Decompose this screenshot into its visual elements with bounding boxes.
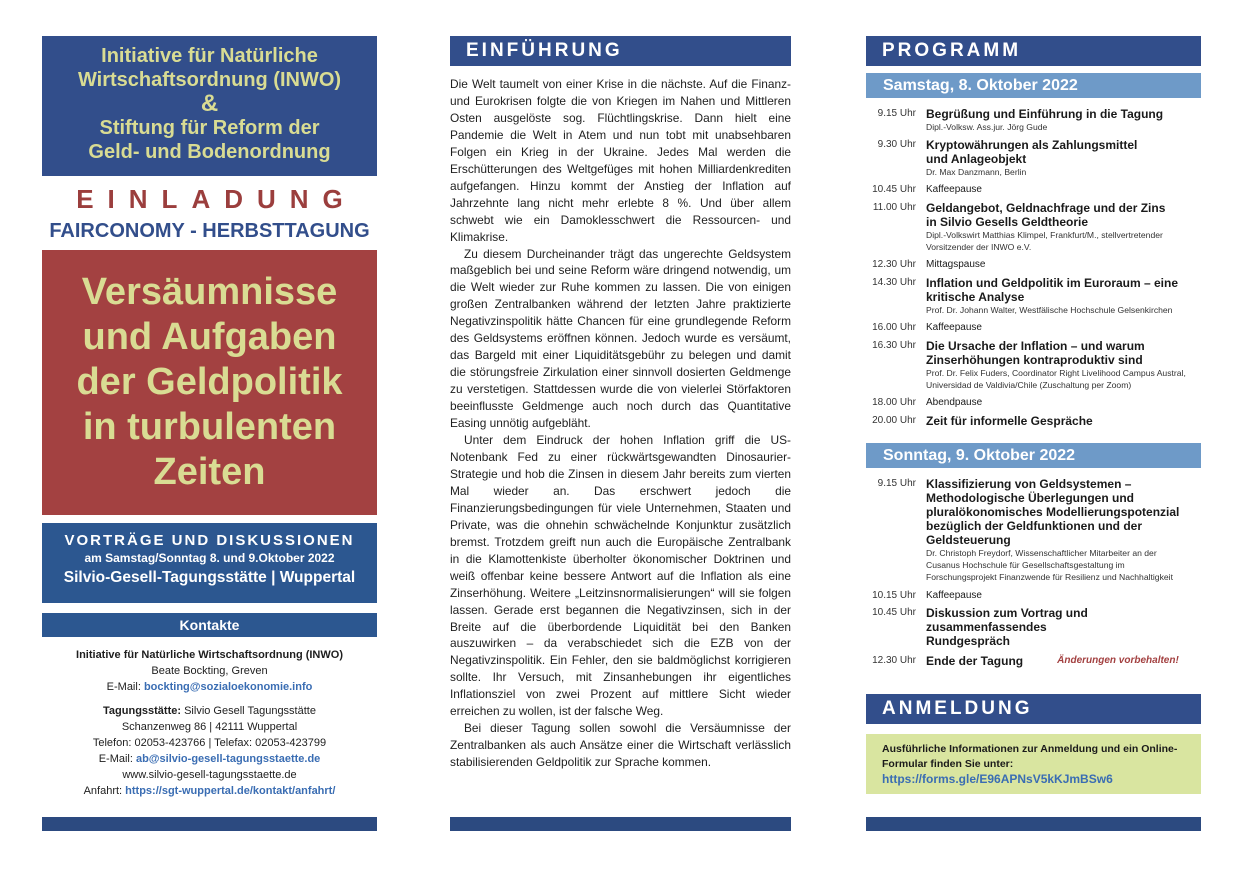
day2-program xyxy=(866,477,1201,668)
anfahrt-row xyxy=(42,783,377,799)
intro-paragraph: Zu diesem Durcheinander trägt das ungerechte Geldsystem maßgeblich bei und seine Reform wäre dringend notwendig, um die Welt wieder zur Ruhe kommen zu lassen. Die von einigen großen Zentralbanken während der letzten Jahre praktizierte Negativzinspolitik hätte Chancen für eine grundlegende Reform des Geldsystems eröffnen können. Jedoch wurde es versäumt, das Bargeld mit einer Liquiditätsgebühr zu belegen und damit die störungsfreie Zirkulation einer sinnvoll dosierten Geldmenge zu verstetigen. Stattdessen wurde die von vielerlei Störfaktoren beeinflusste Geldmenge auch noch durch das Quantitative Easing unnötig aufgebläht. xyxy=(450,246,791,431)
item-text: Kaffeepause xyxy=(926,322,982,333)
organizers-box xyxy=(42,36,377,176)
venue-row xyxy=(42,703,377,719)
program-item xyxy=(866,276,1201,316)
item-time: 16.30 Uhr xyxy=(872,340,916,351)
einfuehrung-heading: EINFÜHRUNG xyxy=(450,36,791,66)
item-title: Geldangebot, Geldnachfrage und der Zins in Silvio Gesells Geldtheorie xyxy=(926,201,1166,229)
item-title: Kryptowährungen als Zahlungsmittel und Anlageobjekt xyxy=(926,138,1138,166)
anmeldung-box xyxy=(866,734,1201,794)
anmeldung-link[interactable]: https://forms.gle/E96APNsV5kKJmBSw6 xyxy=(882,772,1113,786)
org-line: Stiftung für Reform der xyxy=(99,117,320,139)
item-speaker: Dr. Max Danzmann, Berlin xyxy=(926,167,1027,177)
item-time: 10.45 Uhr xyxy=(872,184,916,195)
program-item xyxy=(866,201,1201,253)
org-line: Geld- und Bodenordnung xyxy=(88,141,331,163)
org-line: Wirtschaftsordnung (INWO) xyxy=(77,69,342,91)
event-venue: Silvio-Gesell-Tagungsstätte | Wuppertal xyxy=(63,569,356,586)
day2-heading: Sonntag, 9. Oktober 2022 xyxy=(866,443,1201,468)
intro-paragraph: Die Welt taumelt von einer Krise in die nächste. Auf die Finanz- und Eurokrisen folgte die von Kriegen im Nahen und Mittleren Osten ausgelöste sog. Flüchtlingskrise. Dann hielt eine Pandemie die Welt in Atem und nun tobt mit unabsehbaren Folgen ein Krieg in der Ukraine. Jedes Mal werden die Erschütterungen des Weltgefüges mit hohen Milliardenkrediten aufgefangen. Hinzu kommt der Anstieg der Inflation auf Jahrzehnte lang nicht mehr erlebte 8 %. Und über allem schwebt wie ein Damoklesschwert die Ressourcen- und Klimakrise. xyxy=(450,77,791,244)
title-line: der Geldpolitik xyxy=(76,361,343,403)
left-column xyxy=(42,36,377,799)
program-item xyxy=(866,414,1201,428)
item-time: 14.30 Uhr xyxy=(872,277,916,288)
item-speaker: Prof. Dr. Johann Walter, Westfälische Hochschule Gelsenkirchen xyxy=(926,305,1173,315)
item-speaker: Prof. Dr. Felix Fuders, Coordinator Right Livelihood Campus Austral, Universidad de Valdivia/Chile (Zuschaltung per Zoom) xyxy=(926,368,1186,390)
event-info-box xyxy=(42,523,377,603)
anmeldung-heading: ANMELDUNG xyxy=(866,694,1201,724)
item-text: Kaffeepause xyxy=(926,590,982,601)
program-item xyxy=(866,654,1201,668)
email-label: E-Mail: xyxy=(98,753,136,765)
item-time: 11.00 Uhr xyxy=(872,202,916,213)
einladung-heading: EINLADUNG xyxy=(76,184,357,214)
item-time: 20.00 Uhr xyxy=(872,415,916,426)
ampersand: & xyxy=(200,90,219,117)
title-line: in turbulenten xyxy=(82,406,337,448)
title-line: Versäumnisse xyxy=(81,271,338,313)
kontakte-heading: Kontakte xyxy=(42,613,377,637)
item-time: 10.15 Uhr xyxy=(872,590,916,601)
event-subtitle: FAIRCONOMY - HERBSTTAGUNG xyxy=(49,220,370,242)
item-time: 9.15 Uhr xyxy=(877,478,916,489)
venue-phone: Telefon: 02053-423766 | Telefax: 02053-423799 xyxy=(92,737,327,749)
program-item xyxy=(866,589,1201,603)
item-time: 12.30 Uhr xyxy=(872,655,916,666)
intro-paragraph: Unter dem Eindruck der hohen Inflation griff die US-Notenbank Fed zu einer rückwärtsgewandten Dinosaurier-Strategie und hob die Zinsen in diesem Jahr bereits zum vierten Mal wieder an. Das erschwert jedoch die Finanzierungsbedingungen für viele Unternehmen, Staaten und Private, was die ohnehin schwächelnde Konjunktur zusätzlich bremst. Trotzdem greift nun auch die Europäische Zentralbank in die Klamottenkiste überholter ökonomischer Doktrinen und weiß offenbar keine bessere Antwort auf die Inflation als eine Zinserhöhung. Weitere „Leitzinsnormalisierungen“ will sie folgen lassen. Gerade erst begannen die Negativzinsen, sich in der Breite auf die überbordende Liquidität bei den Banken auszuwirken – da verabschiedet sich die EZB von der Negativzinspolitik. Ein Fehler, den sie baldmöglichst korrigieren sollte. Ihr Versuch, mit Zinsanhebungen ihr eigentliches Inflationsziel von zwei Prozent auf mittlere Sicht wieder erreichen zu wollen, ist der falsche Weg. xyxy=(450,433,791,719)
item-title: Inflation und Geldpolitik im Euroraum – eine kritische Analyse xyxy=(926,276,1179,304)
program-item xyxy=(866,606,1201,648)
item-time: 16.00 Uhr xyxy=(872,322,916,333)
event-title xyxy=(76,270,342,495)
item-text: Mittagspause xyxy=(926,259,986,270)
item-text: Kaffeepause xyxy=(926,184,982,195)
vortraege-label: VORTRÄGE UND DISKUSSIONEN xyxy=(64,532,355,549)
anfahrt-label: Anfahrt: xyxy=(83,785,126,797)
program-item xyxy=(866,258,1201,272)
program-item xyxy=(866,138,1201,178)
contact-email-row xyxy=(42,679,377,695)
programm-heading: PROGRAMM xyxy=(866,36,1201,66)
right-column xyxy=(866,36,1201,786)
item-speaker: Dr. Christoph Freydorf, Wissenschaftlicher Mitarbeiter an der Cusanus Hochschule für Gesellschaftsgestaltung im Forschungsprojekt Finanzwende für Resilienz und Nachhaltigkeit xyxy=(926,548,1173,582)
footer-bar xyxy=(450,817,791,831)
item-speaker: Dipl.-Volkswirt Matthias Klimpel, Frankfurt/M., stellvertretender Vorsitzender der INWO e.V. xyxy=(926,230,1163,252)
anmeldung-text: Ausführliche Informationen zur Anmeldung und ein Online-Formular finden Sie unter: xyxy=(882,743,1178,770)
program-item xyxy=(866,321,1201,335)
title-line: und Aufgaben xyxy=(82,316,337,358)
item-time: 10.45 Uhr xyxy=(872,607,916,618)
contact-org: Initiative für Natürliche Wirtschaftsordnung (INWO) xyxy=(76,649,343,661)
item-title: Klassifizierung von Geldsystemen – Methodologische Überlegungen und pluralökonomisches Modellierungspotenzial bezüglich der Geldfunktionen und der Geldsteuerung xyxy=(926,477,1180,547)
program-item xyxy=(866,477,1201,583)
introduction-text xyxy=(450,76,791,771)
email-label: E-Mail: xyxy=(106,681,144,693)
intro-paragraph: Bei dieser Tagung sollen sowohl die Versäumnisse der Zentralbanken als auch Ansätze einer die Wirtschaft verlässlich stabilisierenden Geldpolitik zur Sprache kommen. xyxy=(450,721,791,770)
title-line: Zeiten xyxy=(153,451,266,493)
item-time: 9.15 Uhr xyxy=(877,108,916,119)
program-item xyxy=(866,339,1201,391)
program-item xyxy=(866,183,1201,197)
item-time: 18.00 Uhr xyxy=(872,397,916,408)
venue-email-row xyxy=(42,751,377,767)
venue-website[interactable]: www.silvio-gesell-tagungsstaette.de xyxy=(122,769,297,781)
program-item xyxy=(866,107,1201,133)
contact-person: Beate Bockting, Greven xyxy=(151,665,268,677)
changes-reserved-note: Änderungen vorbehalten! xyxy=(1057,655,1179,666)
venue-email-link[interactable]: ab@silvio-gesell-tagungsstaette.de xyxy=(135,753,321,765)
contacts-block xyxy=(42,647,377,799)
item-title: Begrüßung und Einführung in die Tagung xyxy=(926,107,1164,121)
event-title-box xyxy=(42,250,377,515)
item-time: 9.30 Uhr xyxy=(877,139,916,150)
middle-column xyxy=(450,36,791,771)
item-title: Zeit für informelle Gespräche xyxy=(926,414,1093,428)
day1-program xyxy=(866,107,1201,428)
item-title: Ende der Tagung xyxy=(926,654,1024,668)
item-title: Die Ursache der Inflation – und warum Zinserhöhungen kontraproduktiv sind xyxy=(926,339,1145,367)
item-speaker: Dipl.-Volksw. Ass.jur. Jörg Gude xyxy=(926,122,1048,132)
venue-name: Silvio Gesell Tagungsstätte xyxy=(184,705,316,717)
footer-bar xyxy=(42,817,377,831)
anfahrt-link[interactable]: https://sgt-wuppertal.de/kontakt/anfahrt/ xyxy=(125,785,336,797)
item-time: 12.30 Uhr xyxy=(872,259,916,270)
event-dates: am Samstag/Sonntag 8. und 9.Oktober 2022 xyxy=(84,551,335,565)
item-text: Abendpause xyxy=(926,397,983,408)
venue-label: Tagungsstätte: xyxy=(103,705,185,717)
venue-address: Schanzenweg 86 | 42111 Wuppertal xyxy=(121,721,298,733)
item-title: Diskussion zum Vortrag und zusammenfassendes Rundgespräch xyxy=(926,606,1088,648)
org-line: Initiative für Natürliche xyxy=(101,45,318,67)
program-item xyxy=(866,396,1201,410)
contact-email-link[interactable]: bockting@sozialoekonomie.info xyxy=(143,681,313,693)
footer-bar xyxy=(866,817,1201,831)
day1-heading: Samstag, 8. Oktober 2022 xyxy=(866,73,1201,98)
